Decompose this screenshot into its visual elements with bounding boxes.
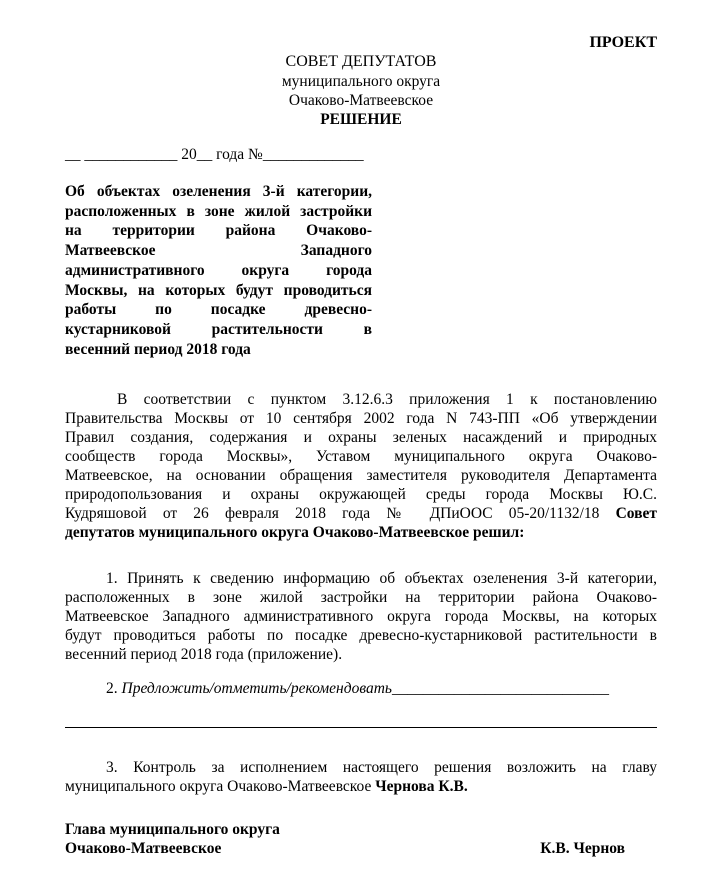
signatory-name: К.В. Чернов bbox=[540, 840, 625, 857]
preamble-line: Правил создания, содержания и охраны зеленых насаждений и природных bbox=[65, 429, 657, 446]
item-2-blank: ____________________________ bbox=[391, 680, 609, 697]
council-title: СОВЕТ ДЕПУТАТОВ bbox=[285, 53, 437, 70]
document-header bbox=[0, 52, 709, 129]
signatory-title-line-2: Очаково-Матвеевское bbox=[65, 840, 222, 857]
number-blank: _____________ bbox=[262, 146, 364, 163]
district-name: Очаково-Матвеевское bbox=[288, 92, 434, 109]
item-3-line: 3. Контроль за исполнением настоящего решения возложить на главу bbox=[106, 759, 657, 776]
preamble-line: природопользования и охраны окружающей среды города Москвы Ю.С. bbox=[65, 486, 657, 503]
item-1-line: Матвеевское Западного административного округа города Москвы, на которых bbox=[65, 608, 657, 625]
subject-line: Матвеевское Западного bbox=[65, 242, 372, 260]
document-type: РЕШЕНИЕ bbox=[320, 111, 402, 128]
month-blank: ____________ bbox=[84, 146, 178, 163]
resolution-statement: депутатов муниципального округа Очаково-Матвеевское решил: bbox=[65, 524, 525, 541]
item-2-text: Предложить/отметить/рекомендовать bbox=[121, 680, 392, 697]
signatory-title-line-1: Глава муниципального округа bbox=[65, 821, 280, 838]
preamble-line: Правительства Москвы от 10 сентября 2002 года N 743-ПП «Об утверждении bbox=[65, 410, 657, 427]
draft-mark: ПРОЕКТ bbox=[589, 34, 657, 51]
subject-line: административного округа города bbox=[65, 261, 372, 279]
preamble-line-with-bold bbox=[65, 504, 657, 523]
item-2-number: 2. bbox=[106, 680, 118, 697]
signature-block bbox=[65, 820, 625, 858]
subject-line: Об объектах озеленения 3-й категории, bbox=[65, 183, 372, 200]
preamble-line: Матвеевское, на основании обращения заместителя руководителя Департамента bbox=[65, 467, 657, 484]
subject-line: весенний период 2018 года bbox=[65, 340, 251, 358]
item-1-line: расположенных в зоне жилой застройки на территории района Очаково- bbox=[65, 589, 657, 606]
subject-line: расположенных в зоне жилой застройки bbox=[65, 202, 372, 220]
item-1-line: весенний период 2018 года (приложение). bbox=[65, 646, 343, 663]
item-2 bbox=[65, 679, 657, 698]
subject-line: на территории района Очаково- bbox=[65, 222, 372, 240]
item-1-line: будут проводиться работы по посадке древесно-кустарниковой растительности в bbox=[65, 627, 657, 644]
item-3-line: муниципального округа Очаково-Матвеевское bbox=[65, 778, 372, 795]
fill-in-rule bbox=[65, 727, 657, 728]
preamble-line: сообществ города Москвы», Уставом муниципального округа Очаково- bbox=[65, 448, 657, 465]
responsible-person: Чернова К.В. bbox=[375, 778, 468, 795]
item-3 bbox=[65, 758, 657, 796]
subject-line: работы по посадке древесно- bbox=[65, 301, 372, 319]
decision-subject bbox=[65, 182, 372, 359]
year-label: 20__ года № bbox=[181, 146, 263, 163]
subject-line: Москвы, на которых будут проводиться bbox=[65, 281, 372, 299]
item-1 bbox=[65, 569, 657, 664]
item-1-line: 1. Принять к сведению информацию об объектах озеленения 3-й категории, bbox=[106, 570, 657, 587]
date-number-line bbox=[65, 145, 364, 164]
resolution-council: Совет bbox=[615, 505, 658, 522]
preamble bbox=[65, 390, 657, 542]
preamble-line: В соответствии с пунктом 3.12.6.3 приложения 1 к постановлению bbox=[117, 391, 657, 408]
district-type: муниципального округа bbox=[281, 73, 441, 90]
subject-line: кустарниковой растительности в bbox=[65, 320, 372, 338]
day-blank: __ bbox=[65, 146, 81, 163]
preamble-line: Кудряшовой от 26 февраля 2018 года № ДПиООС 05-20/1132/18 bbox=[65, 505, 600, 522]
